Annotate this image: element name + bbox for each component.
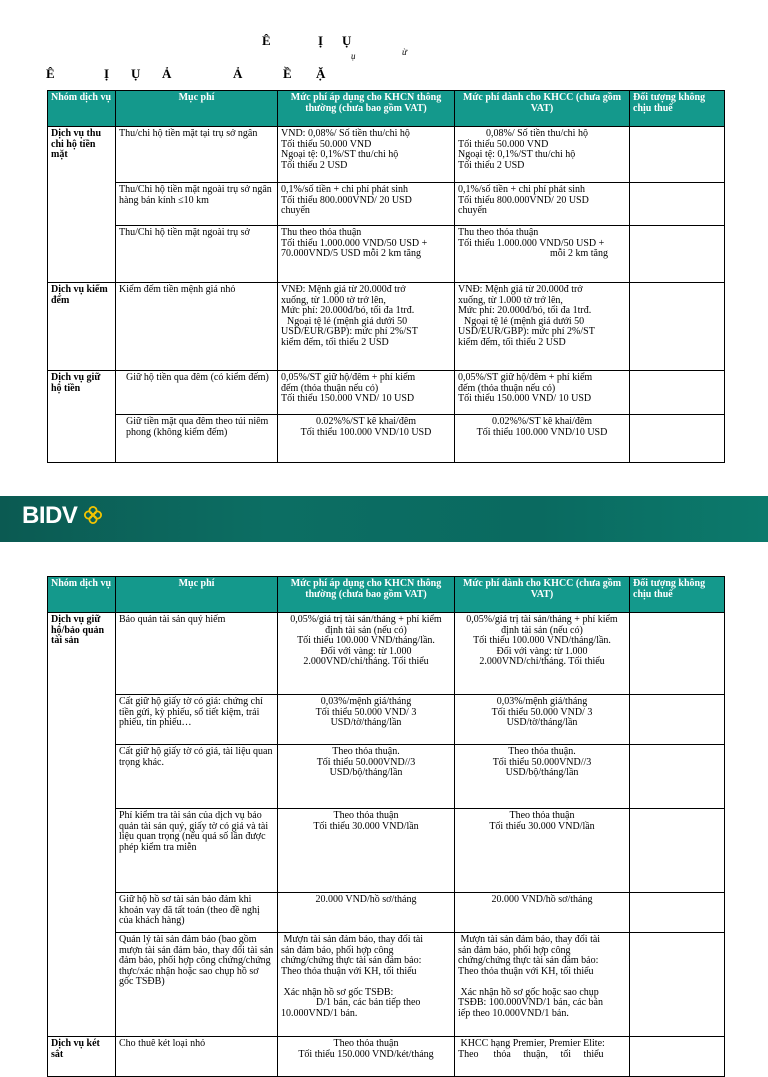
- khcn-line: kiểm đếm, tối thiểu 2 USD: [281, 336, 389, 348]
- khcn-line: Theo thỏa thuận với KH, tối thiểu: [281, 965, 417, 977]
- khcn-line: 0.02%%/ST kê khai/đêm: [315, 416, 417, 427]
- khcc-line: Mượn tài sản đảm bảo, thay đổi tài: [458, 934, 601, 945]
- khcn-cell: 20.000 VND/hồ sơ/tháng: [278, 893, 455, 933]
- header-fee: Mục phí: [116, 91, 278, 127]
- khcn-line: xuống, từ 1.000 tờ trở lên,: [281, 294, 386, 306]
- khcc-line: 0.02%%/ST kê khai/đêm: [491, 416, 593, 427]
- khcn-line: 70.000VND/5 USD mỗi 2 km tăng: [281, 248, 421, 259]
- exempt-cell: [630, 933, 725, 1037]
- khcn-line: Theo thỏa thuận: [333, 1038, 399, 1049]
- khcn-cell: [278, 183, 455, 226]
- khcn-line: 2.000VND/chỉ/tháng. Tối thiểu: [303, 656, 429, 667]
- header-exempt: Đối tượng không chịu thuế: [630, 577, 725, 613]
- khcn-line: Ngoại tệ lẻ (mệnh giá dưới 50: [287, 315, 408, 327]
- khcc-line: TSĐB: 100.000VND/1 bản, các bản: [458, 997, 603, 1008]
- group-cell: Dịch vụ giữ hộ tiền: [48, 371, 116, 463]
- khcc-line: kiểm đếm, tối thiểu 2 USD: [458, 336, 566, 348]
- khcn-cell: [278, 745, 455, 809]
- table-row: [48, 183, 725, 226]
- khcc-cell: [455, 283, 630, 371]
- khcn-line: chứng/chứng thực tài sản đảm bảo:: [281, 955, 422, 966]
- khcn-line: 0,1%/số tiền + chi phí phát sinh: [281, 184, 409, 195]
- khcc-line: [458, 977, 626, 988]
- khcn-line: [281, 977, 451, 988]
- khcn-line: USD/tờ/tháng/lần: [330, 717, 402, 728]
- khcc-line: Tối thiểu 150.000 VND/ 10 USD: [458, 393, 592, 404]
- khcn-line: đếm (thỏa thuận nếu có): [281, 382, 379, 394]
- khcn-line: 0,03%/mệnh giá/tháng: [320, 696, 412, 707]
- table-row: [48, 613, 725, 695]
- khcn-line: Tối thiểu 30.000 VND/lần: [313, 820, 419, 832]
- khcn-cell: [278, 127, 455, 183]
- khcn-cell: [278, 1037, 455, 1077]
- khcc-line: Theo thỏa thuận: [509, 810, 575, 821]
- subtitle-fragment: Ị: [104, 66, 110, 81]
- exempt-cell: [630, 183, 725, 226]
- header-fee: Mục phí: [116, 577, 278, 613]
- header-group: Nhóm dịch vụ: [48, 91, 116, 127]
- khcc-line: Thu theo thỏa thuận: [458, 227, 539, 238]
- khcc-line: 0,1%/số tiền + chi phí phát sinh: [458, 184, 586, 195]
- fee-cell: Giữ tiền mặt qua đêm theo túi niêm phong (không kiểm đếm): [116, 415, 278, 463]
- exempt-cell: [630, 371, 725, 415]
- exempt-cell: [630, 127, 725, 183]
- khcc-line: VNĐ: Mệnh giá từ 20.000đ trở: [458, 284, 583, 295]
- fee-cell: Cho thuê két loại nhỏ: [116, 1037, 278, 1077]
- khcn-line: Theo thỏa thuận: [333, 810, 399, 821]
- subtitle-fragment: Ề: [283, 66, 292, 81]
- fee-cell: Thu/Chi hộ tiền mặt ngoài trụ sở: [116, 226, 278, 283]
- khcc-cell: [455, 226, 630, 283]
- fee-cell: Cất giữ hộ giấy tờ có giá: chứng chỉ tiền gửi, kỳ phiếu, sổ tiết kiệm, trái phiếu, tín phiếu…: [116, 695, 278, 745]
- khcn-line: Tối thiểu 1.000.000 VND/50 USD +: [281, 237, 428, 249]
- khcc-line: xuống, từ 1.000 tờ trở lên,: [458, 294, 563, 306]
- bidv-banner: [0, 496, 768, 542]
- khcc-cell: [455, 809, 630, 893]
- khcn-line: D/1 bản, các bản tiếp theo: [281, 997, 421, 1008]
- khcc-cell: [455, 933, 630, 1037]
- fee-cell: Quản lý tài sản đảm bảo (bao gồm mượn tài sản đảm bảo, thay đổi tài sản đảm bảo, phối hợp công chứng/chứng thực/xác nhận hoặc sao chụp hồ sơ gốc TSĐB): [116, 933, 278, 1037]
- khcc-line: sản đảm bảo, phối hợp công: [458, 944, 571, 956]
- fee-cell: Bảo quản tài sản quý hiếm: [116, 613, 278, 695]
- khcc-cell: [455, 127, 630, 183]
- khcn-line: USD/bộ/tháng/lần: [329, 767, 403, 778]
- bidv-logo-text: BIDV: [22, 502, 78, 529]
- exempt-cell: [630, 745, 725, 809]
- khcn-line: Tối thiểu 100.000 VND/tháng/lần.: [297, 635, 435, 646]
- exempt-cell: [630, 1037, 725, 1077]
- exempt-cell: [630, 283, 725, 371]
- khcn-line: sản đảm bảo, phối hợp công: [281, 944, 394, 956]
- khcn-cell: [278, 809, 455, 893]
- fee-table-cash-services: [47, 90, 725, 463]
- khcc-line: Tối thiểu 1.000.000 VND/50 USD +: [458, 237, 605, 249]
- table-row: [48, 695, 725, 745]
- khcc-line: Tối thiểu 2 USD: [458, 159, 525, 171]
- subtitle-fragment: Ả: [162, 66, 172, 81]
- khcn-cell: [278, 283, 455, 371]
- header-khcn: Mức phí áp dụng cho KHCN thông thường (chưa bao gồm VAT): [278, 577, 455, 613]
- khcc-cell: [455, 613, 630, 695]
- khcn-line: Đối với vàng: từ 1.000: [320, 645, 412, 657]
- khcn-line: Mượn tài sản đảm bảo, thay đổi tài: [281, 934, 424, 945]
- bidv-flower-icon: [84, 506, 102, 524]
- fee-cell: Kiểm đếm tiền mệnh giá nhỏ: [116, 283, 278, 371]
- khcn-line: Tối thiểu 2 USD: [281, 159, 348, 171]
- exempt-cell: [630, 226, 725, 283]
- khcc-line: đếm (thỏa thuận nếu có): [458, 382, 556, 394]
- khcc-line: KHCC hạng Premier, Premier Elite:: [458, 1038, 605, 1049]
- exempt-cell: [630, 415, 725, 463]
- exempt-cell: [630, 695, 725, 745]
- khcn-cell: [278, 613, 455, 695]
- khcc-line: 2.000VND/chỉ/tháng. Tối thiểu: [479, 656, 605, 667]
- subtitle-fragment: Ặ: [316, 66, 326, 81]
- khcc-line: Tối thiểu 50.000VND//3: [492, 756, 592, 768]
- title-fragment: Ê: [262, 33, 271, 48]
- khcn-line: Xác nhận hồ sơ gốc TSĐB:: [281, 986, 394, 998]
- khcc-cell: [455, 415, 630, 463]
- group-cell: Dịch vụ giữ hộ/bảo quản tài sản: [48, 613, 116, 1037]
- header-group: Nhóm dịch vụ: [48, 577, 116, 613]
- khcc-line: Mức phí: 20.000đ/bó, tối đa 1trđ.: [458, 305, 592, 316]
- khcc-line: Xác nhận hồ sơ gốc hoặc sao chụp: [458, 986, 599, 998]
- khcc-line: Theo thỏa thuận.: [508, 746, 576, 757]
- table-row: [48, 745, 725, 809]
- khcc-line: USD/bộ/tháng/lần: [505, 767, 579, 778]
- khcc-cell: 20.000 VND/hồ sơ/tháng: [455, 893, 630, 933]
- exempt-cell: [630, 613, 725, 695]
- khcc-line: 0,05%/giá trị tài sản/tháng + phí kiểm: [466, 614, 618, 625]
- document-subtitle: [0, 66, 768, 86]
- fee-cell: Giữ hộ tiền qua đêm (có kiểm đếm): [116, 371, 278, 415]
- khcn-line: Tối thiểu 150.000 VND/két/tháng: [298, 1048, 434, 1060]
- khcn-cell: [278, 226, 455, 283]
- khcn-line: USD/EUR/GBP): mức phí 2%/ST: [281, 326, 418, 337]
- table-row: [48, 283, 725, 371]
- khcn-line: Tối thiểu 50.000 VND/ 3: [315, 706, 417, 718]
- khcn-line: Tối thiểu 50.000VND//3: [316, 756, 416, 768]
- khcc-cell: [455, 183, 630, 226]
- khcc-cell: [455, 695, 630, 745]
- table-row: [48, 893, 725, 933]
- subtitle-fragment: Ả: [233, 66, 243, 81]
- khcn-line: Tối thiểu 800.000VND/ 20 USD: [281, 194, 412, 206]
- subtitle-fragment: Ê: [46, 66, 55, 81]
- table-row: [48, 1037, 725, 1077]
- khcn-line: Tối thiểu 50.000 VND: [281, 138, 372, 150]
- khcc-line: USD/tờ/tháng/lần: [506, 717, 578, 728]
- fee-cell: Thu/Chi hộ tiền mặt ngoài trụ sở ngân hàng bán kính ≤10 km: [116, 183, 278, 226]
- khcn-line: Mức phí: 20.000đ/bó, tối đa 1trđ.: [281, 305, 415, 316]
- khcn-line: Tối thiểu 100.000 VND/10 USD: [300, 426, 432, 438]
- header-exempt: Đối tượng không chịu thuế: [630, 91, 725, 127]
- khcc-line: Theo thỏa thuận, tối thiểu: [458, 1048, 604, 1060]
- title-fragment: ụ: [351, 51, 356, 61]
- khcc-line: Tối thiểu 30.000 VND/lần: [489, 820, 595, 832]
- khcc-line: Theo thỏa thuận với KH, tối thiểu: [458, 965, 594, 977]
- header-khcc: Mức phí dành cho KHCC (chưa gồm VAT): [455, 577, 630, 613]
- khcn-line: 10.000VND/1 bản.: [281, 1007, 358, 1019]
- table-row: [48, 415, 725, 463]
- header-khcc: Mức phí dành cho KHCC (chưa gồm VAT): [455, 91, 630, 127]
- table-row: [48, 809, 725, 893]
- khcn-cell: [278, 415, 455, 463]
- khcc-cell: [455, 745, 630, 809]
- khcc-line: iếp theo 10.000VND/1 bản.: [458, 1007, 569, 1019]
- khcc-line: Đối với vàng: từ 1.000: [496, 645, 588, 657]
- title-fragment: ừ: [402, 47, 407, 57]
- fee-cell: Phí kiểm tra tài sản của dịch vụ bảo quản tài sản quý, giấy tờ có giá và tài liệu quan trọng (nếu quá số lần được phép kiểm tra miễn: [116, 809, 278, 893]
- khcn-line: định tài sản (nếu có): [325, 624, 407, 636]
- group-cell: Dịch vụ két sắt: [48, 1037, 116, 1077]
- khcc-line: định tài sản (nếu có): [501, 624, 583, 636]
- khcn-line: VNĐ: Mệnh giá từ 20.000đ trở: [281, 284, 406, 295]
- khcc-line: Ngoại tệ lẻ (mệnh giá dưới 50: [464, 315, 585, 327]
- fee-table-custody-services: [47, 576, 725, 1077]
- khcc-line: 0,08%/ Số tiền thu/chi hộ: [486, 128, 588, 139]
- table-row: [48, 127, 725, 183]
- khcc-line: Tối thiểu 50.000 VND/ 3: [491, 706, 593, 718]
- khcc-line: USD/EUR/GBP): mức phí 2%/ST: [458, 326, 595, 337]
- khcc-line: Tối thiểu 100.000 VND/10 USD: [476, 426, 608, 438]
- table-row: [48, 226, 725, 283]
- khcc-line: 0,03%/mệnh giá/tháng: [496, 696, 588, 707]
- title-fragment: Ụ: [342, 33, 352, 48]
- fee-cell: Thu/chi hộ tiền mặt tại trụ sở ngân: [116, 127, 278, 183]
- exempt-cell: [630, 893, 725, 933]
- khcc-line: Tối thiểu 100.000 VND/tháng/lần.: [473, 635, 611, 646]
- khcn-line: Thu theo thỏa thuận: [281, 227, 362, 238]
- khcn-line: Ngoại tệ: 0,1%/ST thu/chi hộ: [281, 149, 399, 160]
- khcc-line: 0,05%/ST giữ hộ/đêm + phí kiểm: [458, 372, 593, 383]
- title-fragment: Ị: [318, 33, 324, 48]
- khcc-cell: [455, 371, 630, 415]
- khcn-line: Tối thiểu 150.000 VND/ 10 USD: [281, 393, 415, 404]
- table-header-row: [48, 577, 725, 613]
- table-row: [48, 933, 725, 1037]
- khcc-line: mỗi 2 km tăng: [549, 248, 608, 259]
- document-title: [0, 33, 768, 65]
- table-row: [48, 371, 725, 415]
- khcc-line: Tối thiểu 800.000VND/ 20 USD: [458, 194, 589, 206]
- khcn-cell: [278, 371, 455, 415]
- header-khcn: Mức phí áp dụng cho KHCN thông thường (chưa bao gồm VAT): [278, 91, 455, 127]
- khcn-line: chuyến: [281, 205, 310, 216]
- khcn-line: 0,05%/giá trị tài sản/tháng + phí kiểm: [290, 614, 442, 625]
- khcc-line: Ngoại tệ: 0,1%/ST thu/chi hộ: [458, 149, 576, 160]
- khcn-line: VND: 0,08%/ Số tiền thu/chi hộ: [281, 128, 410, 139]
- khcc-line: Tối thiểu 50.000 VND: [458, 138, 549, 150]
- group-cell: Dịch vụ kiểm đếm: [48, 283, 116, 371]
- khcn-line: 0,05%/ST giữ hộ/đêm + phí kiểm: [281, 372, 416, 383]
- khcc-cell: [455, 1037, 630, 1077]
- subtitle-fragment: Ụ: [131, 66, 141, 81]
- fee-cell: Cất giữ hộ giấy tờ có giá, tài liệu quan trọng khác.: [116, 745, 278, 809]
- table-header-row: [48, 91, 725, 127]
- khcn-cell: [278, 695, 455, 745]
- khcc-line: chứng/chứng thực tài sản đảm bảo:: [458, 955, 599, 966]
- exempt-cell: [630, 809, 725, 893]
- fee-cell: Giữ hộ hồ sơ tài sản bảo đảm khi khoản vay đã tất toán (theo đề nghị của khách hàng): [116, 893, 278, 933]
- khcn-line: Theo thỏa thuận.: [332, 746, 400, 757]
- group-cell: Dịch vụ thu chi hộ tiền mặt: [48, 127, 116, 283]
- khcn-cell: [278, 933, 455, 1037]
- khcc-line: chuyến: [458, 205, 487, 216]
